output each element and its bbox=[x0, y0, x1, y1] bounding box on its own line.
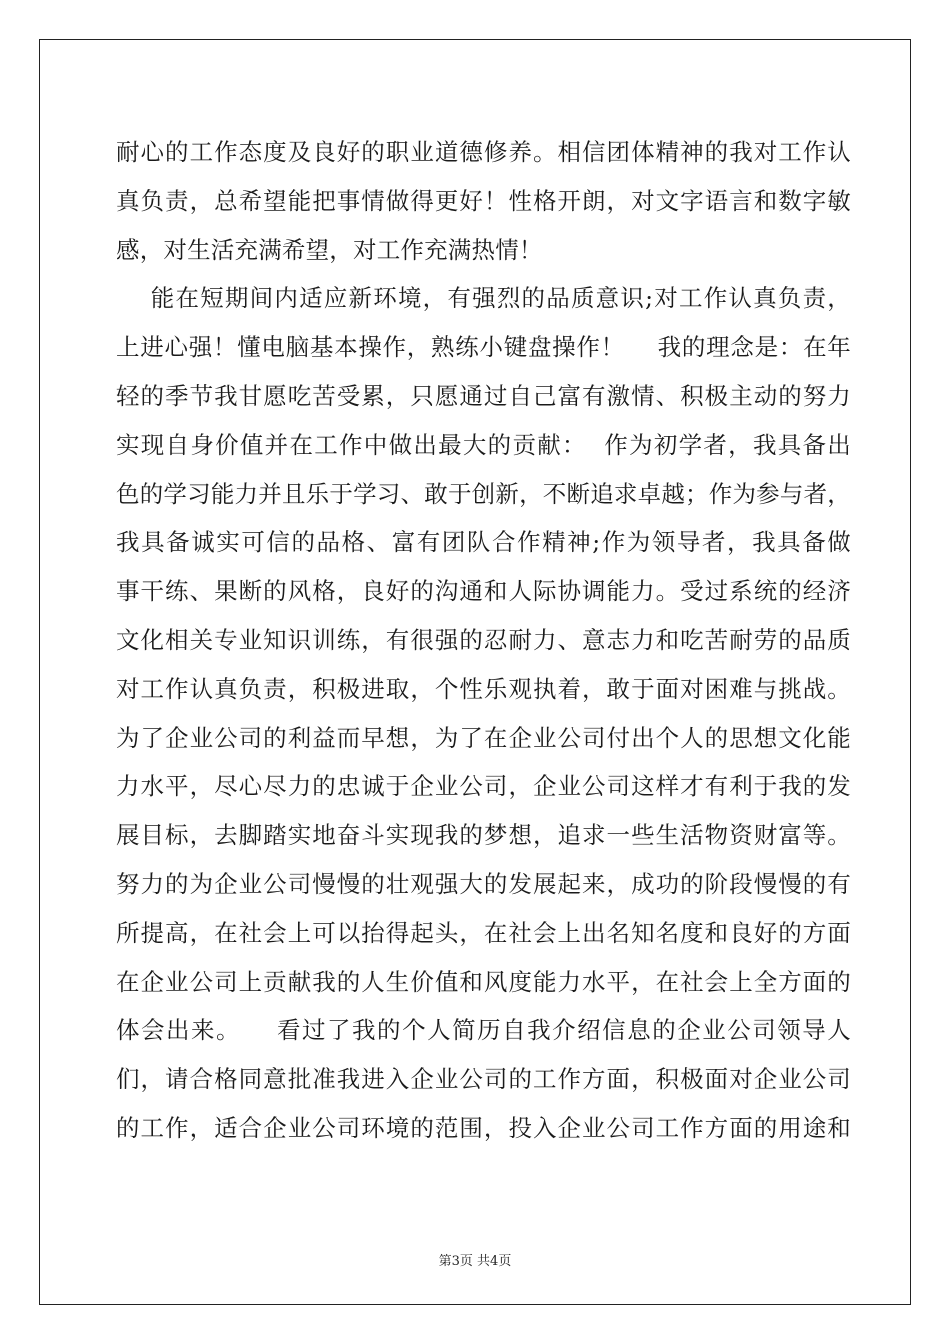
text-line: 真负责，总希望能把事情做得更好！性格开朗，对文字语言和数字敏 bbox=[116, 186, 851, 215]
document-body bbox=[116, 128, 851, 1153]
text-line: 对工作认真负责，积极进取，个性乐观执着，敢于面对困难与挑战。 bbox=[116, 674, 851, 703]
text-line: 力水平，尽心尽力的忠诚于企业公司，企业公司这样才有利于我的发 bbox=[116, 772, 851, 801]
text-line: 色的学习能力并且乐于学习、敢于创新，不断追求卓越；作为参与者， bbox=[116, 479, 851, 508]
text-line: 展目标，去脚踏实地奋斗实现我的梦想，追求一些生活物资财富等。 bbox=[116, 821, 851, 850]
text-line: 事干练、果断的风格，良好的沟通和人际协调能力。受过系统的经济 bbox=[116, 577, 851, 606]
text-line: 努力的为企业公司慢慢的壮观强大的发展起来，成功的阶段慢慢的有 bbox=[116, 869, 851, 898]
text-line: 文化相关专业知识训练，有很强的忍耐力、意志力和吃苦耐劳的品质 bbox=[116, 625, 851, 654]
text-line: 实现自身价值并在工作中做出最大的贡献： 作为初学者，我具备出 bbox=[116, 430, 851, 459]
text-line: 我具备诚实可信的品格、富有团队合作精神;作为领导者，我具备做 bbox=[116, 528, 851, 557]
page-number-footer: 第3页 共4页 bbox=[438, 1254, 512, 1269]
text-line: 们，请合格同意批准我进入企业公司的工作方面，积极面对企业公司 bbox=[116, 1065, 851, 1094]
text-line: 能在短期间内适应新环境，有强烈的品质意识;对工作认真负责， bbox=[116, 284, 851, 313]
text-line: 的工作，适合企业公司环境的范围，投入企业公司工作方面的用途和 bbox=[116, 1113, 851, 1142]
text-line: 轻的季节我甘愿吃苦受累，只愿通过自己富有激情、积极主动的努力 bbox=[116, 381, 851, 410]
text-line: 耐心的工作态度及良好的职业道德修养。相信团体精神的我对工作认 bbox=[116, 138, 851, 166]
text-line: 上进心强！懂电脑基本操作，熟练小键盘操作！ 我的理念是：在年 bbox=[116, 333, 851, 362]
text-line: 体会出来。 看过了我的个人简历自我介绍信息的企业公司领导人 bbox=[116, 1016, 851, 1045]
text-line: 感，对生活充满希望，对工作充满热情！ bbox=[116, 235, 543, 264]
text-line: 所提高，在社会上可以抬得起头，在社会上出名知名度和良好的方面 bbox=[116, 918, 851, 947]
text-line: 在企业公司上贡献我的人生价值和风度能力水平，在社会上全方面的 bbox=[116, 967, 851, 996]
text-line: 为了企业公司的利益而早想，为了在企业公司付出个人的思想文化能 bbox=[116, 723, 851, 752]
